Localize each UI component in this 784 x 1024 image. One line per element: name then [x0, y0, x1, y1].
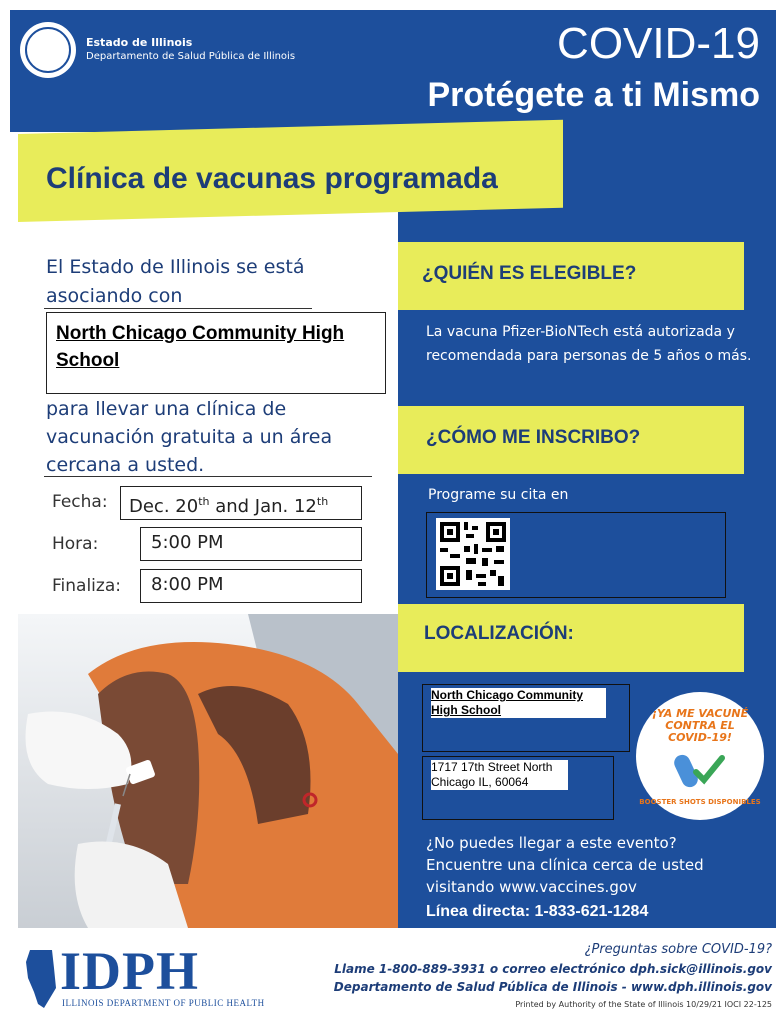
illinois-map-icon — [24, 948, 58, 1010]
date-label: Fecha: — [52, 492, 108, 512]
location-name: North Chicago Community High School — [431, 688, 606, 718]
badge-line-3: COVID-19! — [668, 731, 732, 744]
badge-line-2: CONTRA EL — [665, 719, 735, 732]
state-name: Estado de Illinois — [86, 36, 193, 49]
end-label: Finaliza: — [52, 576, 121, 596]
location-address: 1717 17th Street North Chicago IL, 60064 — [431, 760, 568, 790]
divider — [44, 476, 372, 477]
idph-logo: IDPH — [60, 941, 199, 1001]
vaccination-illustration — [18, 614, 398, 928]
vaccination-photo — [18, 614, 398, 928]
intro-line-1: El Estado de Illinois se está — [46, 256, 305, 278]
divider — [44, 308, 312, 309]
intro-line-2: asociando con — [46, 285, 183, 307]
date-part-b: and Jan. 12 — [209, 496, 317, 517]
department-name: Departamento de Salud Pública de Illinois — [86, 51, 296, 62]
register-title: ¿CÓMO ME INSCRIBO? — [426, 427, 641, 448]
protect-title: Protégete a ti Mismo — [427, 76, 760, 114]
qr-code-graphic — [436, 518, 510, 590]
idph-subtitle: ILLINOIS DEPARTMENT OF PUBLIC HEALTH — [62, 998, 265, 1008]
badge-line-1: ¡YA ME VACUNÉ — [651, 707, 749, 720]
state-seal-icon — [20, 22, 76, 78]
para-line-3: cercana a usted. — [46, 454, 205, 476]
footer-contact: Llame 1-800-889-3931 o correo electrónico dph.sick@illinois.gov — [334, 962, 772, 976]
badge-bottom-text: BOOSTER SHOTS DISPONIBLES — [639, 798, 761, 806]
qr-code-icon[interactable] — [436, 518, 510, 590]
alt-line-1: ¿No puedes llegar a este evento? — [426, 834, 677, 852]
hotline: Línea directa: 1-833-621-1284 — [426, 903, 649, 920]
time-field: 5:00 PM — [140, 527, 362, 561]
covid-title: COVID-19 — [557, 19, 760, 68]
footer-question: ¿Preguntas sobre COVID-19? — [584, 942, 772, 957]
register-text: Programe su cita en — [428, 487, 569, 503]
date-sup-a: th — [198, 495, 210, 508]
alt-line-3: visitando www.vaccines.gov — [426, 878, 637, 896]
eligible-text: La vacuna Pfizer-BioNTech está autorizada y recomendada para personas de 5 años o más. — [426, 324, 752, 364]
partner-name: North Chicago Community High School — [56, 323, 345, 371]
eligible-title: ¿QUIÉN ES ELEGIBLE? — [422, 263, 637, 284]
bandage-check-icon — [668, 748, 728, 792]
illinois-map-graphic — [24, 948, 58, 1010]
date-field — [120, 486, 362, 520]
clinic-banner-title: Clínica de vacunas programada — [46, 162, 498, 195]
para-line-1: para llevar una clínica de — [46, 398, 287, 420]
footer-print-info: Printed by Authority of the State of Illinois 10/29/21 IOCI 22-125 — [515, 1000, 772, 1009]
time-label: Hora: — [52, 534, 99, 554]
para-line-2: vacunación gratuita a un área — [46, 426, 333, 448]
footer-department: Departamento de Salud Pública de Illinois - www.dph.illinois.gov — [333, 980, 772, 994]
date-part-a: Dec. 20 — [129, 496, 199, 517]
end-field: 8:00 PM — [140, 569, 362, 603]
location-title: LOCALIZACIÓN: — [424, 623, 574, 644]
alt-line-2: Encuentre una clínica cerca de usted — [426, 856, 704, 874]
date-sup-b: th — [316, 495, 329, 508]
bandage-check-graphic — [668, 748, 728, 792]
